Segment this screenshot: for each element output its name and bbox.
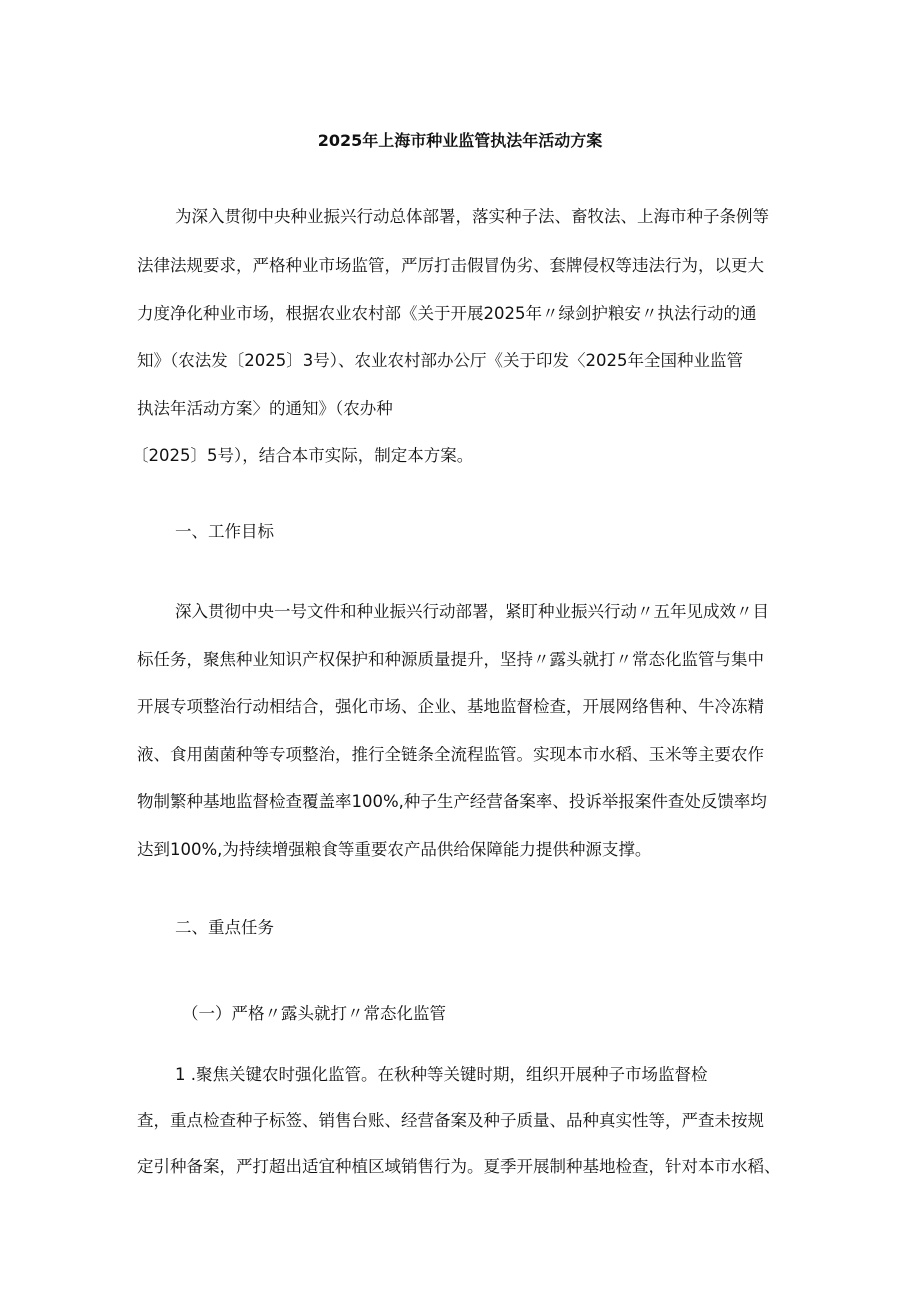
intro-line-2: 法律法规要求，严格种业市场监管，严厉打击假冒伪劣、套牌侵权等违法行为，以更大 (137, 256, 764, 275)
intro-line-3: 力度净化种业市场，根据农业农村部《关于开展2025年〃绿剑护粮安〃执法行动的通 (137, 304, 757, 323)
subsection-heading-1: （一）严格〃露头就打〃常态化监管 (182, 1004, 446, 1023)
intro-line-1: 为深入贯彻中央种业振兴行动总体部署，落实种子法、畜牧法、上海市种子条例等 (175, 207, 769, 226)
item1-line-2: 查，重点检查种子标签、销售台账、经营备案及种子质量、品种真实性等，严查未按规 (137, 1111, 764, 1130)
item1-line-3: 定引种备案，严打超出适宜种植区域销售行为。夏季开展制种基地检查，针对本市水稻、 (137, 1157, 781, 1176)
item1-line-1: 1 .聚焦关键农时强化监管。在秋种等关键时期，组织开展种子市场监督检 (175, 1065, 708, 1084)
goals-line-6: 达到100%,为持续增强粮食等重要农产品供给保障能力提供种源支撑。 (137, 840, 652, 859)
goals-line-4: 液、食用菌菌种等专项整治，推行全链条全流程监管。实现本市水稻、玉米等主要农作 (137, 745, 764, 764)
intro-line-5: 执法年活动方案〉的通知》（农办种 (137, 399, 393, 418)
section-heading-tasks: 二、重点任务 (175, 918, 274, 937)
intro-line-4: 知》（农法发〔2025〕3号）、农业农村部办公厅《关于印发〈2025年全国种业监管 (137, 351, 743, 370)
intro-line-6: 〔2025〕5号），结合本市实际，制定本方案。 (132, 446, 474, 465)
goals-line-2: 标任务，聚焦种业知识产权保护和种源质量提升，坚持〃露头就打〃常态化监管与集中 (137, 650, 764, 669)
document-title: 2025年上海市种业监管执法年活动方案 (317, 131, 603, 150)
goals-line-1: 深入贯彻中央一号文件和种业振兴行动部署，紧盯种业振兴行动〃五年见成效〃目 (175, 602, 769, 621)
section-heading-goals: 一、工作目标 (175, 522, 274, 541)
goals-line-5: 物制繁种基地监督检查覆盖率100%,种子生产经营备案率、投诉举报案件查处反馈率均 (137, 792, 767, 811)
goals-line-3: 开展专项整治行动相结合，强化市场、企业、基地监督检查，开展网络售种、牛冷冻精 (137, 697, 764, 716)
